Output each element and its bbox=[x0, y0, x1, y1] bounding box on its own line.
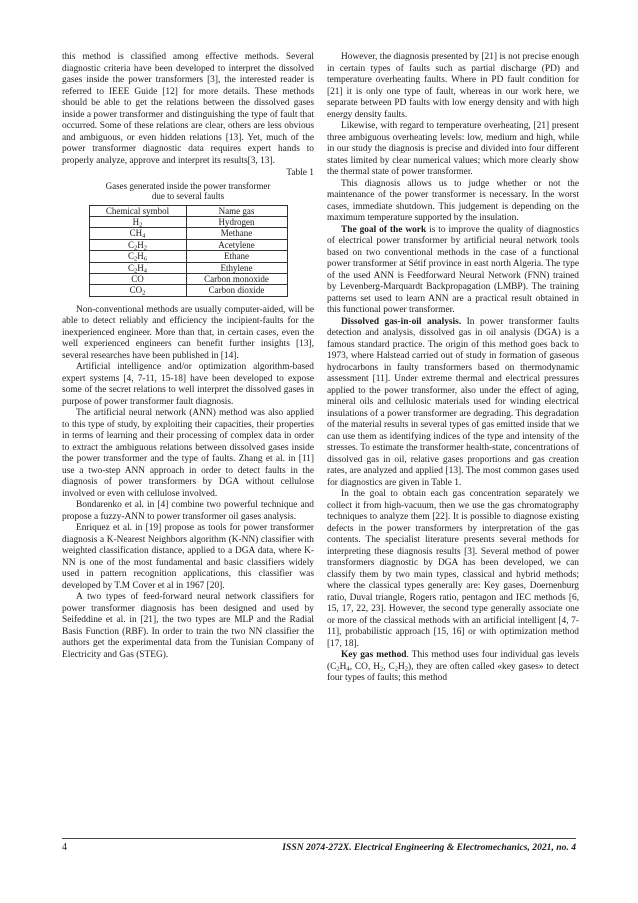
paragraph: Non-conventional methods are usually computer-aided, will be able to detect reliably and efficiency the incipient-faults for the inexperienced engineer. More than that, in certain cases, even the well experienced engineers can benefit further insights [13], several researches have been published in [14]. bbox=[62, 304, 314, 361]
paragraph: The artificial neural network (ANN) method was also applied to this type of study, by exploiting their capacities, their properties in terms of learning and their processing of complex data in order to extract the ambiguous relations between dissolved gases inside the power transformer and the type of faults. Zhang et al. in [11] use a two-step ANN approach in order to detect faults in the diagnosis of power transformers by DGA without cellulose involved or even with cellulose involved. bbox=[62, 408, 314, 499]
paragraph: However, the diagnosis presented by [21] is not precise enough in certain types of faults such as partial discharge (PD) and temperature overheating faults. Where in PD fault condition for [21] it is only one type of fault, whereas in our work here, we separate between PD faults with low energy density and with high energy density faults. bbox=[327, 52, 579, 120]
table-header-row bbox=[89, 205, 287, 216]
left-column bbox=[62, 52, 314, 661]
paragraph: The goal of the work is to improve the quality of diagnostics of electrical power transformer by artificial neural network tools based on two conventional methods in the case of a functional power transformer at Sétif province in east north Algeria. The type of the used ANN is Feedforward Neural Network (FNN) trained by Levenberg-Marquardt Backpropagation (LMBP). The training patterns set used to learn ANN are a practical result obtained in this functional power transformer. bbox=[327, 224, 580, 315]
paragraph: this method is classified among effective methods. Several diagnostic criteria have been developed to interpret the dissolved gases inside the power transformers [3], the interested reader is referred to IEEE Guide [12] for more details. These methods should be able to get the relations between the dissolved gases inside a power transformer and distinguishing the type of fault that occurred. Some of these relations are clear, others are less obvious and ambiguous, or even hidden relations [13]. Yet, much of the power transformer diagnostic data requires expert hands to properly analyze, approve and interpret its results[3, 13]. bbox=[62, 52, 314, 166]
paragraph: Key gas method. This method uses four individual gas levels ($C_2H_4$, CO, $H_2$, $C_2H_2$), they are often called «key gases» to detect four types of faults; this method bbox=[327, 650, 580, 683]
chemical-symbol: $H_2$ bbox=[89, 216, 186, 227]
chemical-symbol: $CO_2$ bbox=[89, 285, 186, 296]
paragraph: A two types of feed-forward neural network classifiers for power transformer diagnosis has been designed and used by Seifeddine et al. in [21], the two types are MLP and the Radial Basis Function (RBF). In order to train the two NN classifier the authors get the experimental data from the Tunisian Company of Electricity and Gas (STEG). bbox=[62, 592, 314, 660]
section-heading: Dissolved gas-in-oil analysis. bbox=[341, 316, 462, 327]
paragraph: Artificial intelligence and/or optimization algorithm-based expert systems [4, 7-11, 15-18] have been developed to expose some of the secret relations to well interpret the dissolved gases in purpose of power transformer fault diagnosis. bbox=[62, 362, 314, 407]
paragraph: Likewise, with regard to temperature overheating, [21] present three ambiguous overheating levels: low, medium and high, while in our study the diagnosis is precise and divided into four different states limited by clear numerical values; which more clearly show the thermal state of power transformer. bbox=[327, 121, 579, 177]
table-row bbox=[89, 285, 287, 296]
table-row bbox=[89, 216, 287, 227]
table-row bbox=[89, 239, 287, 250]
paragraph: This diagnosis allows us to judge whether or not the maintenance of the power transformer is necessary. In the worst cases, immediate shutdown. This judgement is depending on the maximum temperature supported by the insulation. bbox=[327, 178, 579, 223]
paragraph: Enriquez et al. in [19] propose as tools for power transformer diagnosis a K-Nearest Neighbors algorithm (K-NN) classifier with weighted classification distance, applied to a DGA data, where K-NN is one of the most fundamental and basic classifiers widely used in pattern recognition applications, this classifier was developed by T.M Cover et al in 1967 [20]. bbox=[62, 523, 314, 591]
table-header: Name gas bbox=[186, 205, 287, 216]
table-row bbox=[89, 262, 287, 273]
chemical-symbol: $C_2H_6$ bbox=[89, 251, 186, 262]
table-caption-line: Gases generated inside the power transformer bbox=[105, 180, 271, 191]
gas-name: Hydrogen bbox=[186, 216, 287, 227]
chemical-symbol: $CH_4$ bbox=[89, 228, 186, 239]
gas-name: Methane bbox=[186, 228, 287, 239]
gas-name: Acetylene bbox=[186, 239, 287, 250]
journal-citation: ISSN 2074-272X. Electrical Engineering & Electromechanics, 2021, no. 4 bbox=[282, 842, 576, 853]
table-header: Chemical symbol bbox=[89, 205, 186, 216]
page-number: 4 bbox=[62, 842, 67, 853]
gas-table bbox=[89, 205, 288, 297]
chemical-symbol: $C_2H_2$ bbox=[89, 239, 186, 250]
table-row bbox=[89, 228, 287, 239]
gas-name: Ethylene bbox=[186, 262, 287, 273]
chemical-symbol: $C_2H_4$ bbox=[89, 262, 186, 273]
paragraph: Bondarenko et al. in [4] combine two powerful technique and propose a fuzzy-ANN to power transformer oil gases analysis. bbox=[62, 500, 314, 522]
table-caption bbox=[62, 181, 314, 202]
right-column bbox=[327, 52, 579, 685]
table-row bbox=[89, 273, 287, 284]
gas-name: Carbon dioxide bbox=[186, 285, 287, 296]
paragraph: Dissolved gas-in-oil analysis. In power transformer faults detection and analysis, dissolved gas in oil analysis (DGA) is a famous standard practice. The origin of this method goes back to 1973, where Halstead carried out of study in formation of gaseous hydrocarbons in faulty transformers based on thermodynamic assessment [11]. Under extreme thermal and electrical pressures applied to the power transformer, also under the effect of aging, mineral oils and cellulosic materials used for winding electrical insulations of a power transformer are degrading. This degradation of the material results in several types of gas emitted inside that we can use them as identifying indices of the type and intensity of the stresses. To estimate the transformer health-state, concentrations of dissolved gas in oil, relative gases proportions and gas creation rates, are analyzed and applied [13]. The most common gases used for diagnostics are given in Table 1. bbox=[327, 316, 580, 488]
section-heading: Key gas method bbox=[341, 650, 407, 660]
gas-name: Ethane bbox=[186, 251, 287, 262]
table-label: Table 1 bbox=[286, 168, 314, 178]
page-footer bbox=[62, 838, 576, 853]
table-caption-line: due to several faults bbox=[151, 191, 225, 201]
paragraph: In the goal to obtain each gas concentration separately we collect it from high-vacuum, then we use the gas chromatography techniques to analyze them [22]. It is possible to diagnose existing defects in the power transformers by interpretation of the gas contents. The specialist literature presents several methods for interpreting these diagnosis results [3]. Several method of power transformers diagnostic by DGA has been developed, we can classify them by two main types, classical and hybrid methods; where the classical types generally are: Key gases, Doernenburg ratio, Duval triangle, Rogers ratio, pentagon and IEC methods [6, 15, 17, 22, 23]. However, the second type generally associate one or more of the classical methods with an artificial intelligent [4, 7-11], probabilistic approach [15, 16] or with optimization method [17, 18]. bbox=[327, 489, 579, 649]
section-heading: The goal of the work bbox=[341, 224, 427, 235]
gas-name: Carbon monoxide bbox=[186, 273, 287, 284]
table-row bbox=[89, 251, 287, 262]
chemical-symbol: CO bbox=[89, 273, 186, 284]
